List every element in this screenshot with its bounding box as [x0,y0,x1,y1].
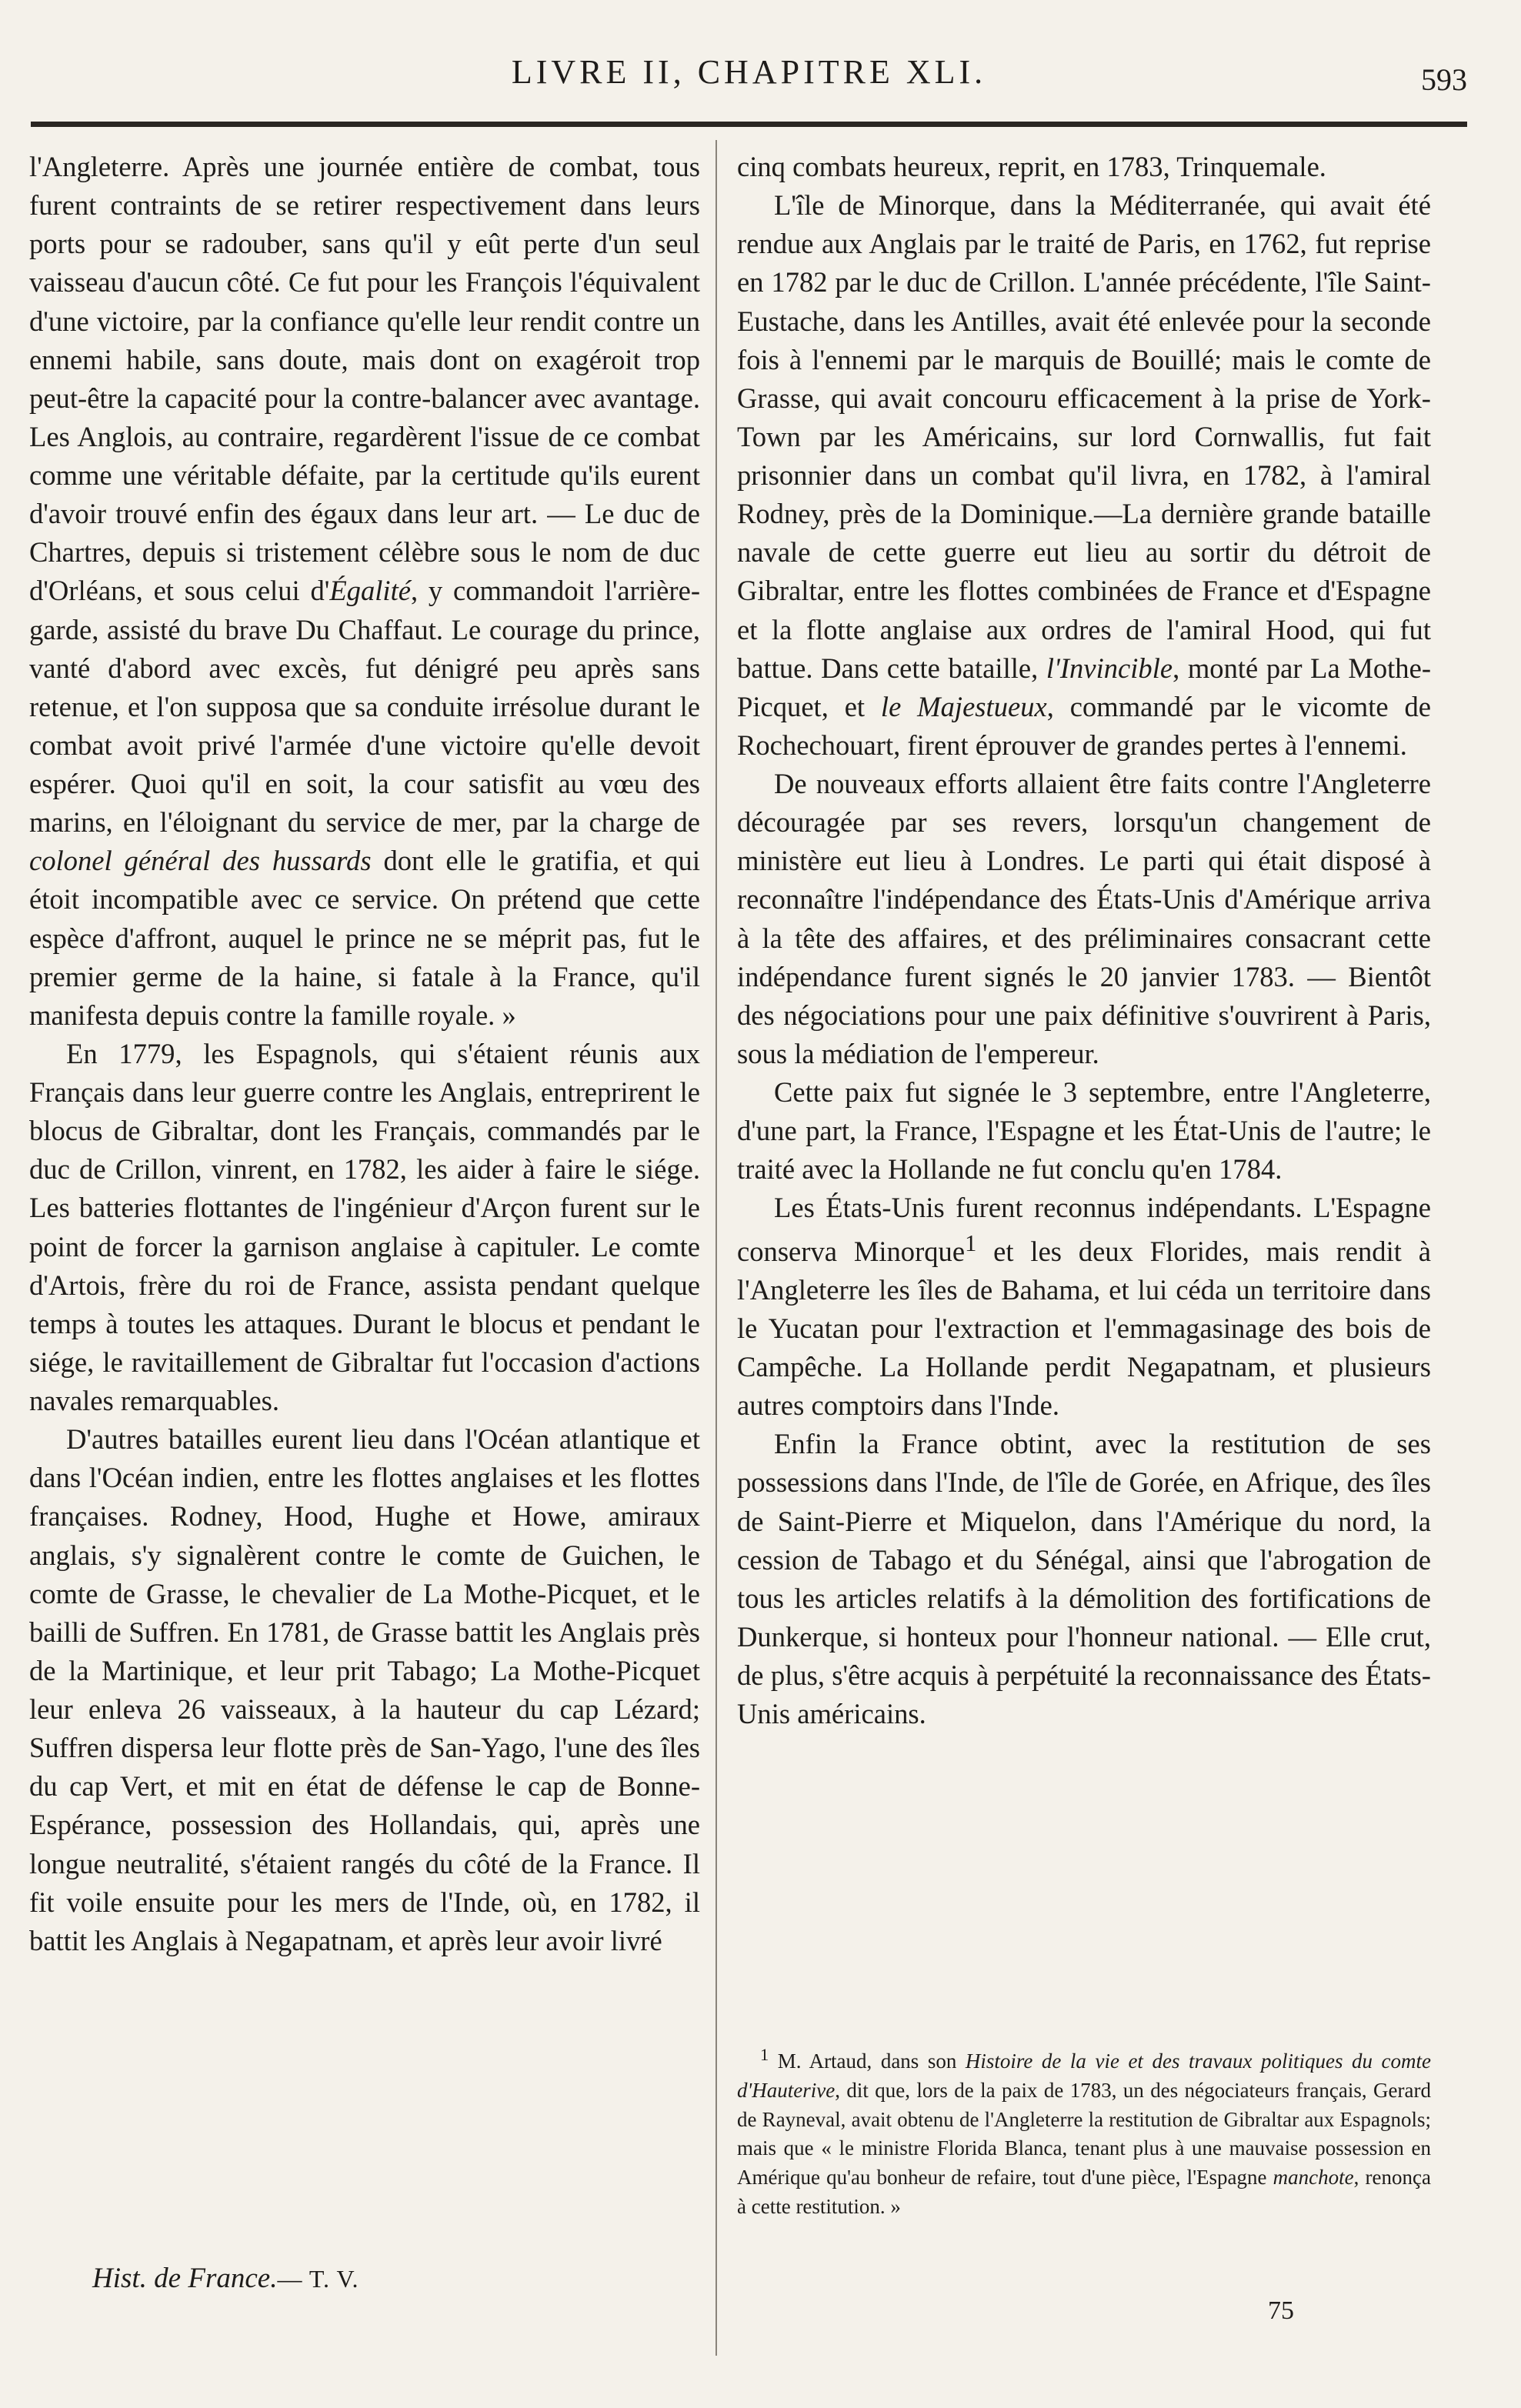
footnote-marker: 1 [760,2045,769,2064]
right-column [737,148,1431,1733]
text-run: M. Artaud, dans son [769,2049,966,2073]
text-run: dont elle le gratifia, et qui étoit incompatible avec ce service. On prétend que cette espèce d'affront, auquel le prince ne se méprit pas, fut le premier germe de la haine, si fatale à la France, qu'il manifesta depuis contre la famille royale. » [29,845,701,1031]
left-column [29,148,700,1960]
text-run: , y commandoit l'arrière-garde, assisté du brave Du Chaffaut. Le courage du prince, vanté d'abord avec excès, fut dénigré peu après sans retenue, et l'on supposa que sa conduite irrésolue durant le combat avoit privé l'armée d'une victoire qu'elle devoit espérer. Quoi qu'il en soit, la cour satisfit au vœu des marins, en l'éloignant du service de mer, par la charge de [29,575,700,839]
text-run: Les États-Unis furent reconnus indépendants. L'Espagne conserva Minorque [737,1192,1431,1267]
emphasis: manchote [1273,2166,1354,2190]
text-run: , commandé par le vicomte de Rochechouart, firent éprouver de grandes pertes à l'ennemi. [737,690,1431,761]
emphasis: le Majestueux [880,690,1047,722]
emphasis: colonel général des hussards [29,845,372,877]
page-number: 593 [1421,62,1467,97]
emphasis: Égalité [329,575,411,607]
running-head: LIVRE II, CHAPITRE XLI. [511,53,987,91]
paragraph: cinq combats heureux, reprit, en 1783, Trinquemale. [737,151,1326,182]
signature-number: 75 [1268,2296,1294,2325]
paragraph [737,1189,1431,1425]
header-rule [31,122,1467,127]
paragraph: En 1779, les Espagnols, qui s'étaient réunis aux Français dans leur guerre contre les Anglais, entreprirent le blocus de Gibraltar, dont les Français, commandés par le duc de Crillon, vinrent, en 1782, les aider à faire le siége. Les batteries flottantes de l'ingénieur d'Arçon furent sur le point de forcer la garnison anglaise à capituler. Le comte d'Artois, frère du roi de France, assista pendant quelque temps à toutes les attaques. Durant le blocus et pendant le siége, le ravitaillement de Gibraltar fut l'occasion d'actions navales remarquables. [29,1037,700,1416]
footnote [737,2043,1431,2222]
footnote-ref: 1 [965,1229,977,1256]
emphasis: Histoire de la vie et des travaux politiques du comte d'Hauterive [737,2049,1432,2102]
paragraph: Cette paix fut signée le 3 septembre, entre l'Angleterre, d'une part, la France, l'Espagne et les État-Unis de l'autre; le traité avec la Hollande ne fut conclu qu'en 1784. [737,1076,1431,1186]
text-run: , monté par La Mothe-Picquet, et [737,652,1431,722]
signature-title: Hist. de France. [92,2263,278,2294]
signature-mark [92,2262,359,2295]
text-run: L'île de Minorque, dans la Méditerranée, qui avait été rendue aux Anglais par le traité de Paris, en 1762, fut reprise en 1782 par le duc de Crillon. L'année précédente, l'île Saint-Eustache, dans les Antilles, avait été enlevée pour la seconde fois à l'ennemi par le marquis de Bouillé; mais le comte de Grasse, qui avait concouru efficacement à la prise de York-Town par les Américains, sur lord Cornwallis, fut fait prisonnier dans un combat qu'il livra, en 1782, à l'amiral Rodney, près de la Dominique.—La dernière grande bataille navale de cette guerre eut lieu au sortir du détroit de Gibraltar, entre les flottes combinées de France et d'Espagne et la flotte anglaise aux ordres de l'amiral Hood, qui fut battue. Dans cette bataille, [737,189,1431,684]
text-run: et les deux Florides, mais rendit à l'Angleterre les îles de Bahama, et lui céda un territoire dans le Yucatan pour l'extraction et l'emmagasinage des bois de Campêche. La Hollande perdit Negapatnam, et plusieurs autres comptoirs dans l'Inde. [737,1235,1431,1422]
signature-volume: — T. V. [277,2265,359,2293]
paragraph: De nouveaux efforts allaient être faits contre l'Angleterre découragée par ses revers, lorsqu'un changement de ministère eut lieu à Londres. Le parti qui était disposé à reconnaître l'indépendance des États-Unis d'Amérique arriva à la tête des affaires, et des préliminaires consacrant cette indépendance furent signés le 20 janvier 1783. — Bientôt des négociations pour une paix définitive s'ouvrirent à Paris, sous la médiation de l'empereur. [737,768,1431,1069]
paragraph: D'autres batailles eurent lieu dans l'Océan atlantique et dans l'Océan indien, entre les flottes anglaises et les flottes françaises. Rodney, Hood, Hughe et Howe, amiraux anglais, s'y signalèrent contre le comte de Guichen, le comte de Grasse, le chevalier de La Mothe-Picquet, et le bailli de Suffren. En 1781, de Grasse battit les Anglais près de la Martinique, et leur prit Tabago; La Mothe-Picquet leur enleva 26 vaisseaux, à la hauteur du cap Lézard; Suffren dispersa leur flotte près de San-Yago, l'une des îles du cap Vert, et mit en état de défense le cap de Bonne-Espérance, possession des Hollandais, qui, après une longue neutralité, s'étaient rangés du côté de la France. Il fit voile ensuite pour les mers de l'Inde, où, en 1782, il battit les Anglais à Negapatnam, et après leur avoir livré [29,1423,700,1956]
emphasis: l'Invincible [1046,652,1173,684]
text-run: , renonça à cette restitution. » [737,2166,1431,2218]
text-run: l'Angleterre. Après une journée entière de combat, tous furent contraints de se retirer respectivement dans leurs ports pour se radouber, sans qu'il y eût perte d'un seul vaisseau d'aucun côté. Ce fut pour les François l'équivalent d'une victoire, par la confiance qu'elle leur rendit contre un ennemi habile, sans doute, mais dont on exagéroit trop peut-être la capacité pour la contre-balancer avec avantage. Les Anglois, au contraire, regardèrent l'issue de ce combat comme une véritable défaite, par la certitude qu'ils eurent d'avoir trouvé enfin des égaux dans leur art. — Le duc de Chartres, depuis si tristement célèbre sous le nom de duc d'Orléans, et sous celui d' [29,151,700,607]
footnote-text [737,2043,1431,2222]
paragraph [737,186,1431,765]
paragraph [29,148,700,1035]
text-run: , dit que, lors de la paix de 1783, un des négociateurs français, Gerard de Rayneval, avait obtenu de l'Angleterre la restitution de Gibraltar aux Espagnols; mais que « le ministre Florida Blanca, tenant plus à une mauvaise possession en Amérique qu'au bonheur de refaire, tout d'une pièce, l'Espagne [737,2078,1431,2190]
page-header [31,46,1467,108]
column-divider [715,140,717,2356]
paragraph: Enfin la France obtint, avec la restitution de ses possessions dans l'Inde, de l'île de Gorée, en Afrique, des îles de Saint-Pierre et Miquelon, dans l'Amérique du nord, la cession de Tabago et du Sénégal, ainsi que l'abrogation de tous les articles relatifs à la démolition des fortifications de Dunkerque, si honteux pour l'honneur national. — Elle crut, de plus, s'être acquis à perpétuité la reconnaissance des États-Unis américains. [737,1428,1431,1730]
